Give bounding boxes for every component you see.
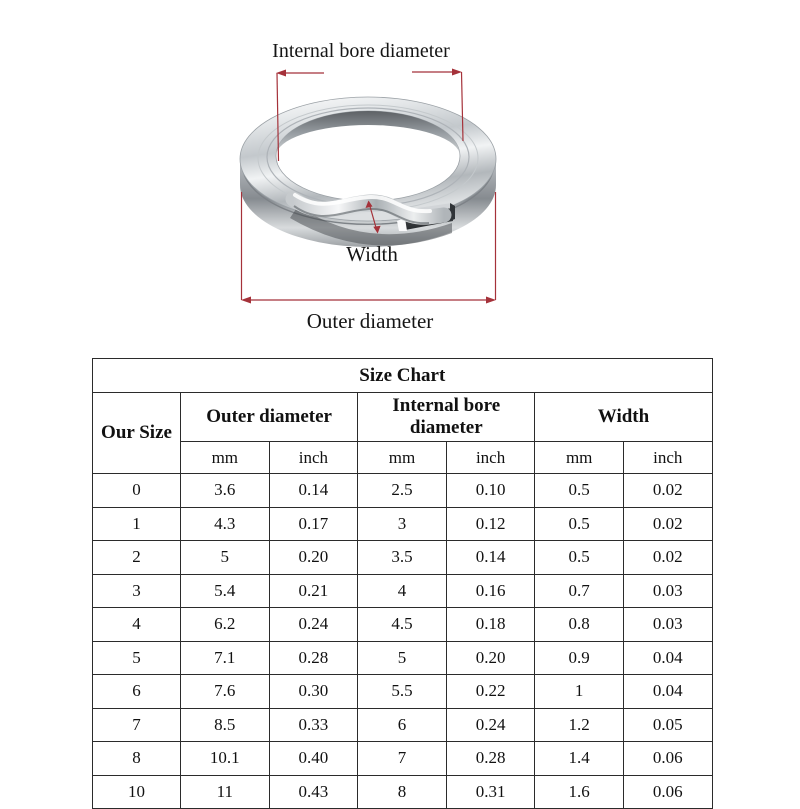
table-cell: 5.4 xyxy=(181,574,270,608)
table-cell: 5 xyxy=(93,641,181,675)
unit-header-width-inch: inch xyxy=(623,442,712,474)
table-cell: 5 xyxy=(181,541,270,575)
od-arrow-right xyxy=(486,297,496,304)
table-row xyxy=(93,742,713,776)
table-cell: 0.5 xyxy=(535,541,624,575)
table-title-row xyxy=(93,359,713,393)
table-row xyxy=(93,574,713,608)
table-body xyxy=(93,474,713,809)
table-cell: 5 xyxy=(358,641,447,675)
table-cell: 0.10 xyxy=(446,474,535,508)
table-cell: 0.04 xyxy=(623,641,712,675)
table-title: Size Chart xyxy=(93,359,713,393)
label-width: Width xyxy=(346,242,398,266)
table-cell: 4 xyxy=(358,574,447,608)
table-cell: 0.7 xyxy=(535,574,624,608)
table-cell: 3 xyxy=(93,574,181,608)
table-cell: 0.28 xyxy=(446,742,535,776)
table-cell: 8 xyxy=(93,742,181,776)
table-row xyxy=(93,507,713,541)
ibd-arrow-right xyxy=(452,69,462,76)
table-cell: 0.8 xyxy=(535,608,624,642)
table-cell: 0.33 xyxy=(269,708,358,742)
table-cell: 0.40 xyxy=(269,742,358,776)
table-cell: 0.28 xyxy=(269,641,358,675)
table-cell: 0.17 xyxy=(269,507,358,541)
table-cell: 4 xyxy=(93,608,181,642)
table-row xyxy=(93,641,713,675)
table-cell: 8 xyxy=(358,775,447,809)
table-cell: 0.03 xyxy=(623,608,712,642)
column-header-outer-diameter: Outer diameter xyxy=(181,393,358,442)
table-row xyxy=(93,675,713,709)
unit-header-od-inch: inch xyxy=(269,442,358,474)
unit-header-od-mm: mm xyxy=(181,442,270,474)
table-cell: 0.06 xyxy=(623,775,712,809)
table-row xyxy=(93,541,713,575)
size-chart-table xyxy=(92,358,713,809)
table-cell: 0.5 xyxy=(535,474,624,508)
table-cell: 0.21 xyxy=(269,574,358,608)
table-cell: 3.5 xyxy=(358,541,447,575)
table-units-row xyxy=(93,442,713,474)
table-cell: 7 xyxy=(93,708,181,742)
table-cell: 0.14 xyxy=(446,541,535,575)
table-cell: 0.24 xyxy=(446,708,535,742)
table-cell: 2.5 xyxy=(358,474,447,508)
unit-header-ibd-mm: mm xyxy=(358,442,447,474)
table-cell: 0.22 xyxy=(446,675,535,709)
table-cell: 0.02 xyxy=(623,474,712,508)
table-row xyxy=(93,474,713,508)
table-cell: 7.6 xyxy=(181,675,270,709)
table-cell: 10 xyxy=(93,775,181,809)
table-cell: 0.5 xyxy=(535,507,624,541)
table-cell: 1.6 xyxy=(535,775,624,809)
od-arrow-left xyxy=(241,297,251,304)
table-cell: 4.3 xyxy=(181,507,270,541)
table-cell: 0.43 xyxy=(269,775,358,809)
table-cell: 6 xyxy=(93,675,181,709)
table-cell: 0.06 xyxy=(623,742,712,776)
table-cell: 5.5 xyxy=(358,675,447,709)
ring-illustration xyxy=(240,97,496,247)
table-cell: 4.5 xyxy=(358,608,447,642)
table-cell: 0.14 xyxy=(269,474,358,508)
table-cell: 11 xyxy=(181,775,270,809)
table-cell: 0.9 xyxy=(535,641,624,675)
table-group-header-row xyxy=(93,393,713,442)
table-cell: 0.24 xyxy=(269,608,358,642)
table-cell: 1.2 xyxy=(535,708,624,742)
label-internal-bore-diameter: Internal bore diameter xyxy=(272,40,450,62)
table-cell: 0.02 xyxy=(623,507,712,541)
table-cell: 3.6 xyxy=(181,474,270,508)
table-cell: 0.05 xyxy=(623,708,712,742)
table-cell: 0.30 xyxy=(269,675,358,709)
table-cell: 0.18 xyxy=(446,608,535,642)
table-cell: 0.20 xyxy=(446,641,535,675)
table-cell: 2 xyxy=(93,541,181,575)
table-cell: 0 xyxy=(93,474,181,508)
table-cell: 1 xyxy=(93,507,181,541)
column-header-width: Width xyxy=(535,393,712,442)
unit-header-width-mm: mm xyxy=(535,442,624,474)
table-cell: 3 xyxy=(358,507,447,541)
table-cell: 7 xyxy=(358,742,447,776)
table-cell: 0.31 xyxy=(446,775,535,809)
table-row xyxy=(93,608,713,642)
table-cell: 8.5 xyxy=(181,708,270,742)
table-cell: 7.1 xyxy=(181,641,270,675)
table-cell: 6.2 xyxy=(181,608,270,642)
table-cell: 1 xyxy=(535,675,624,709)
table-cell: 6 xyxy=(358,708,447,742)
column-header-our-size: Our Size xyxy=(93,393,181,474)
table-row xyxy=(93,775,713,809)
column-header-internal-bore-diameter: Internal bore diameter xyxy=(358,393,535,442)
table-cell: 0.03 xyxy=(623,574,712,608)
table-cell: 10.1 xyxy=(181,742,270,776)
table-cell: 0.04 xyxy=(623,675,712,709)
unit-header-ibd-inch: inch xyxy=(446,442,535,474)
label-outer-diameter: Outer diameter xyxy=(306,309,434,333)
table-cell: 0.20 xyxy=(269,541,358,575)
table-row xyxy=(93,708,713,742)
table-cell: 0.12 xyxy=(446,507,535,541)
table-cell: 1.4 xyxy=(535,742,624,776)
table-cell: 0.02 xyxy=(623,541,712,575)
table-cell: 0.16 xyxy=(446,574,535,608)
